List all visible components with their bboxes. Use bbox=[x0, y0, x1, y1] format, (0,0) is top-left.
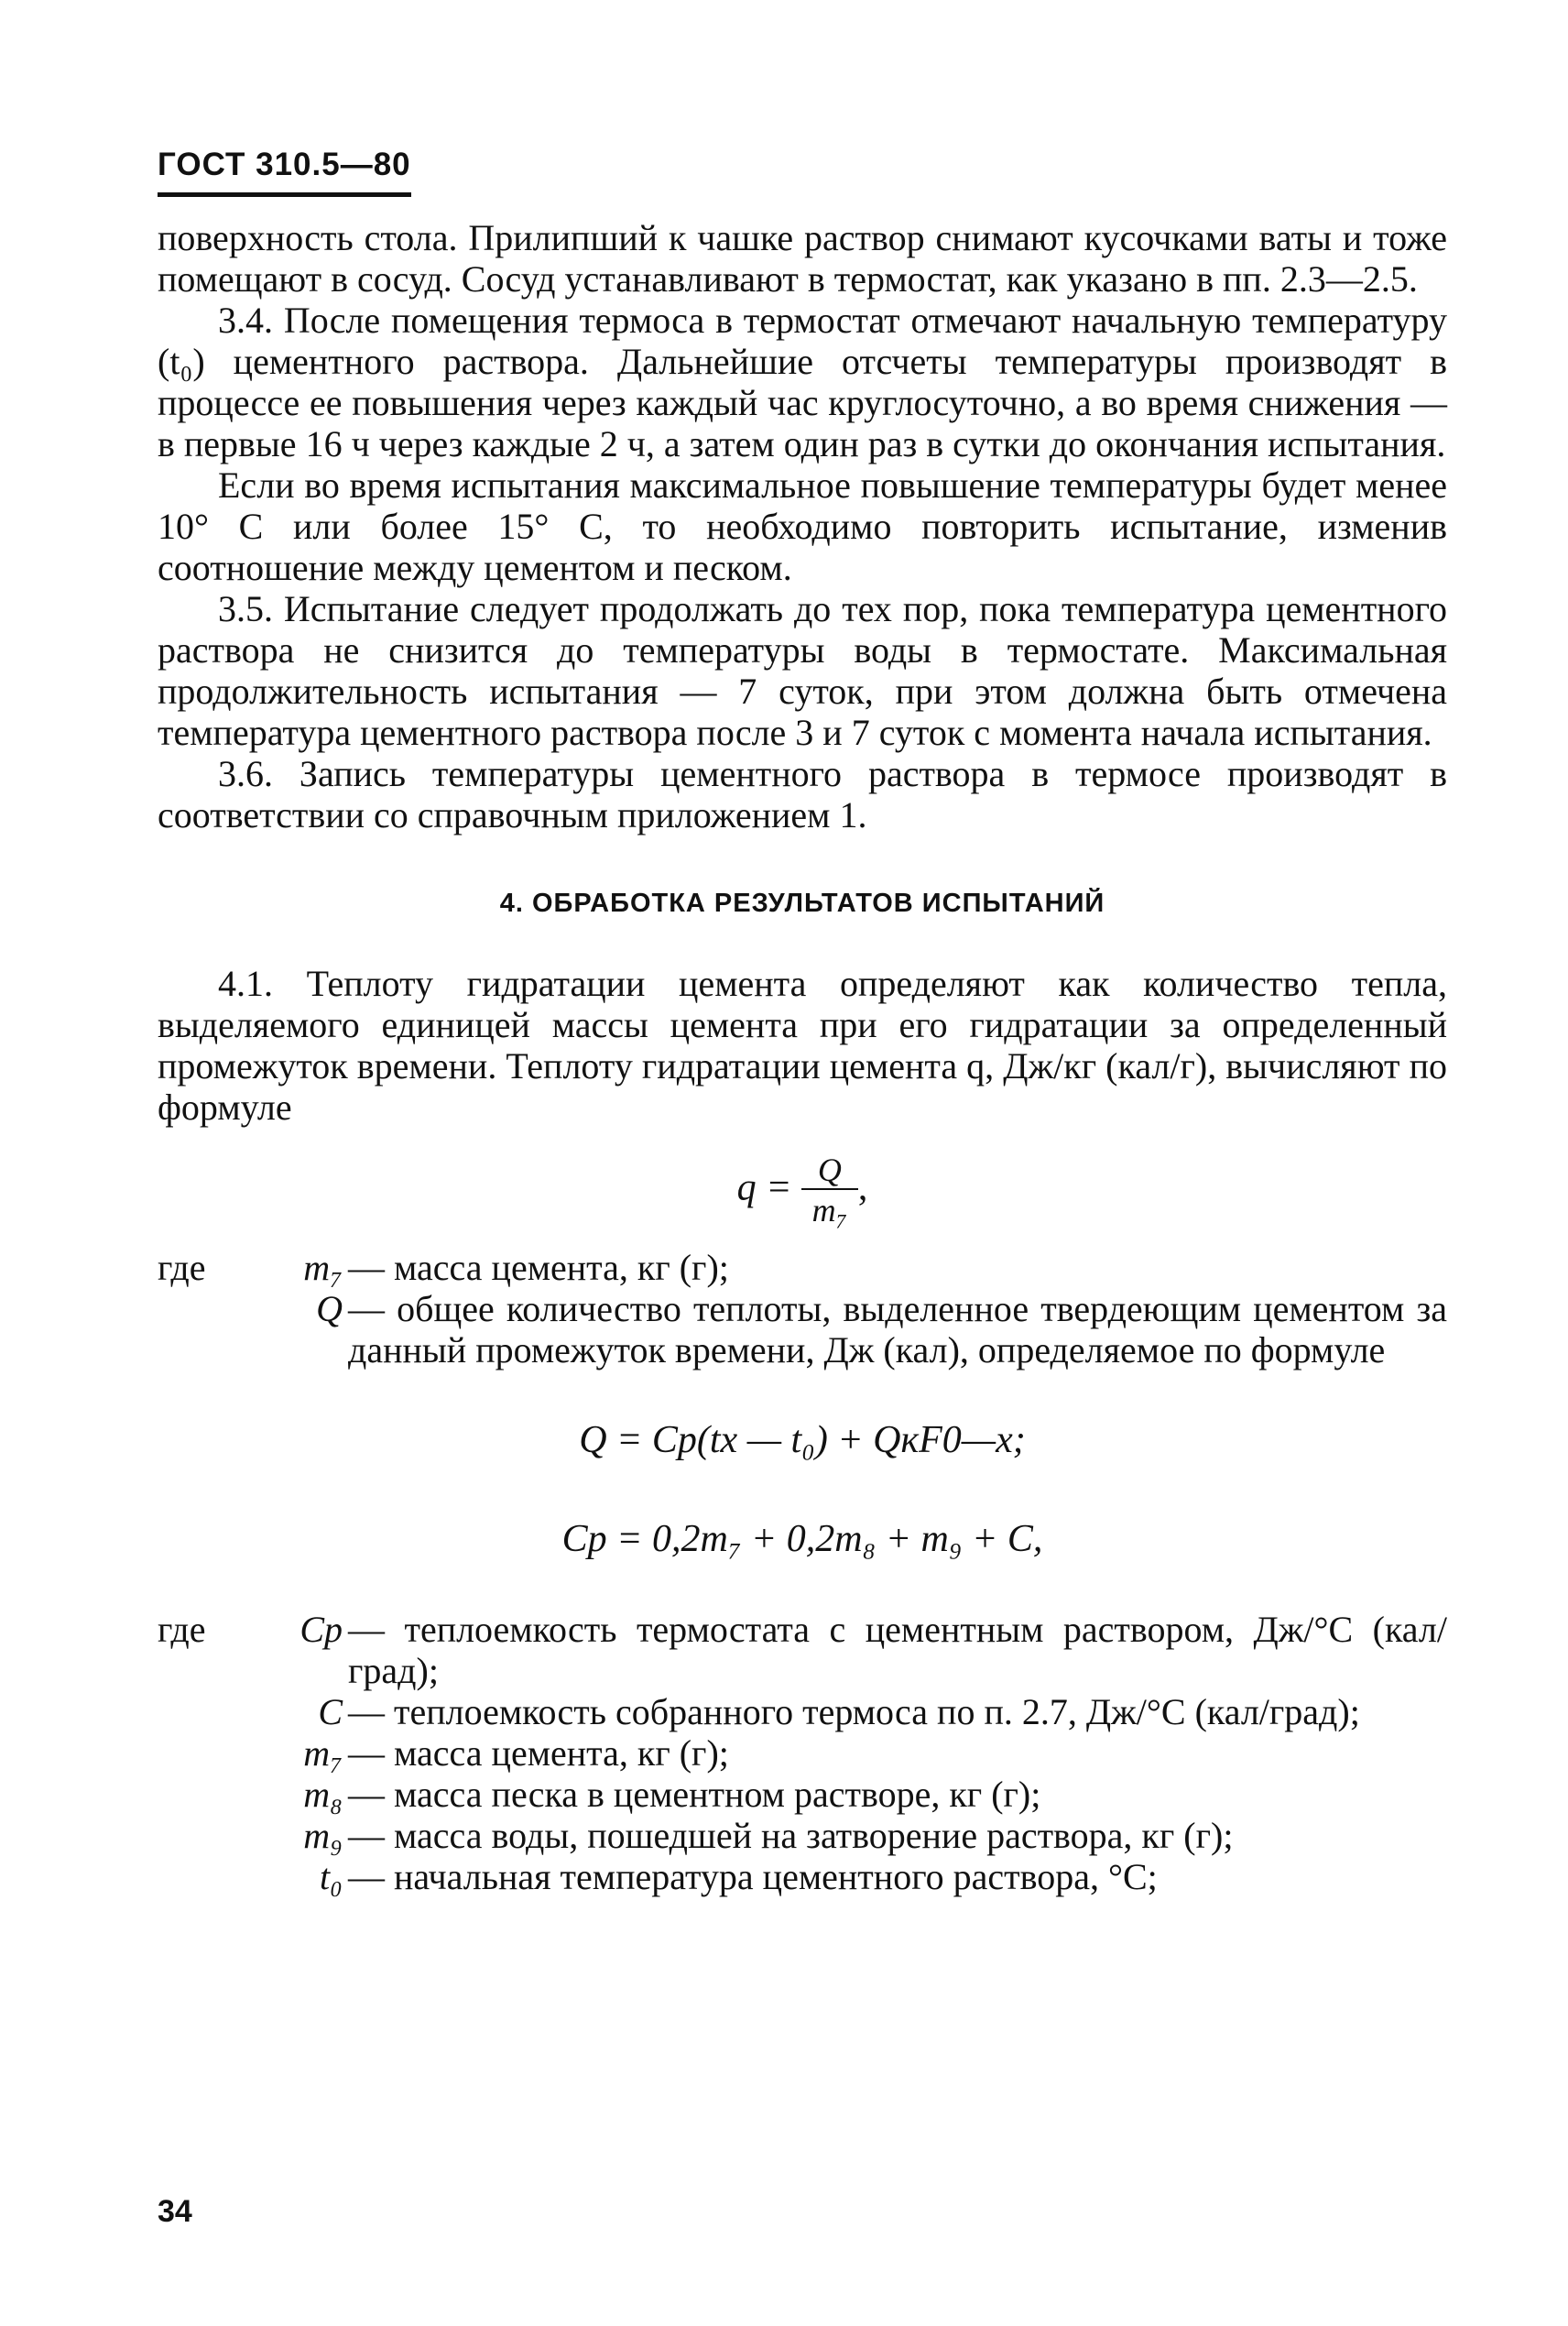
definition-lead bbox=[158, 1856, 247, 1897]
definition-lead: где bbox=[158, 1247, 206, 1288]
definition-text: — масса цемента, кг (г); bbox=[348, 1732, 729, 1774]
definition-text: — общее количество теплоты, выделенное твердеющим цементом за данный промежуток времени, Дж (кал), определяемое по формуле bbox=[348, 1288, 1447, 1370]
definition-symbol: m₉ bbox=[303, 1815, 343, 1856]
definitions-list-1 bbox=[158, 1247, 1447, 1370]
paragraph-3-6: 3.6. Запись температуры цементного раствора в термосе производят в соответствии со справочным приложением 1. bbox=[158, 753, 1447, 835]
definition-lead bbox=[158, 1288, 247, 1370]
definition-symbol: m₈ bbox=[303, 1774, 343, 1815]
formula-q-numerator: Q bbox=[817, 1152, 842, 1188]
formula-q bbox=[158, 1152, 1447, 1230]
definition-row bbox=[158, 1732, 1447, 1774]
definition-symbol: m₇ bbox=[303, 1732, 343, 1774]
definition-symbol: t₀ bbox=[319, 1856, 343, 1897]
definition-lead bbox=[158, 1691, 247, 1732]
page-number: 34 bbox=[158, 2194, 192, 2229]
definition-row bbox=[158, 1288, 1447, 1370]
paragraph-3-5: 3.5. Испытание следует продолжать до тех пор, пока температура цементного раствора не снизится до температуры воды в термостате. Максимальная продолжительность испытания — 7 суток, при этом должна быть отмечена температура цементного раствора после 3 и 7 суток с момента начала испытания. bbox=[158, 588, 1447, 753]
formula-Q: Q = Cp(tx — t₀) + QкF0—x; bbox=[579, 1419, 1026, 1461]
definition-row bbox=[158, 1609, 1447, 1691]
paragraph-3-4: 3.4. После помещения термоса в термостат отмечают начальную температуру (t₀) цементного раствора. Дальнейшие отсчеты температуры производят в процессе ее повышения через каждый час круглосуточно, а во время снижения — в первые 16 ч через каждые 2 ч, а затем один раз в сутки до окончания испытания. bbox=[158, 300, 1447, 464]
paragraph-temperature-condition: Если во время испытания максимальное повышение температуры будет менее 10° С или более 15° С, то необходимо повторить испытание, изменив соотношение между цементом и песком. bbox=[158, 464, 1447, 588]
definition-symbol: Cp bbox=[299, 1609, 343, 1650]
definition-lead bbox=[158, 1774, 247, 1815]
definition-row bbox=[158, 1247, 1447, 1288]
definition-lead bbox=[158, 1815, 247, 1856]
definition-row bbox=[158, 1774, 1447, 1815]
formula-q-tail: , bbox=[857, 1166, 868, 1209]
definition-text: — теплоемкость термостата с цементным раствором, Дж/°С (кал/град); bbox=[348, 1609, 1447, 1691]
definition-text: — начальная температура цементного раствора, °С; bbox=[348, 1856, 1158, 1897]
definition-lead bbox=[158, 1732, 247, 1774]
formula-Cp: Cp = 0,2m₇ + 0,2m₈ + m₉ + C, bbox=[561, 1518, 1043, 1560]
definition-lead: где bbox=[158, 1609, 206, 1650]
definition-symbol: C bbox=[318, 1691, 343, 1732]
definition-symbol: m₇ bbox=[303, 1247, 343, 1288]
definition-row bbox=[158, 1815, 1447, 1856]
definitions-list-2 bbox=[158, 1609, 1447, 1897]
formula-q-fraction bbox=[801, 1152, 858, 1230]
paragraph-4-1: 4.1. Теплоту гидратации цемента определяют как количество тепла, выделяемого единицей массы цемента при его гидратации за определенный промежуток времени. Теплоту гидратации цемента q, Дж/кг (кал/г), вычисляют по формуле bbox=[158, 963, 1447, 1128]
definition-symbol: Q bbox=[316, 1288, 343, 1329]
definition-text: — масса песка в цементном растворе, кг (г); bbox=[348, 1774, 1041, 1815]
definition-row bbox=[158, 1691, 1447, 1732]
definition-text: — масса цемента, кг (г); bbox=[348, 1247, 729, 1288]
formula-q-denominator: m₇ bbox=[811, 1192, 848, 1229]
formula-q-lhs: q = bbox=[736, 1166, 792, 1209]
definition-row bbox=[158, 1856, 1447, 1897]
document-header: ГОСТ 310.5—80 bbox=[158, 147, 411, 197]
document-page bbox=[158, 147, 1447, 1897]
section-title: 4. ОБРАБОТКА РЕЗУЛЬТАТОВ ИСПЫТАНИЙ bbox=[499, 889, 1105, 918]
definition-text: — теплоемкость собранного термоса по п. 2.7, Дж/°С (кал/град); bbox=[348, 1691, 1360, 1732]
paragraph-continuation: поверхность стола. Прилипший к чашке раствор снимают кусочками ваты и тоже помещают в сосуд. Сосуд устанавливают в термостат, как указано в пп. 2.3—2.5. bbox=[158, 217, 1447, 300]
definition-text: — масса воды, пошедшей на затворение раствора, кг (г); bbox=[348, 1815, 1234, 1856]
